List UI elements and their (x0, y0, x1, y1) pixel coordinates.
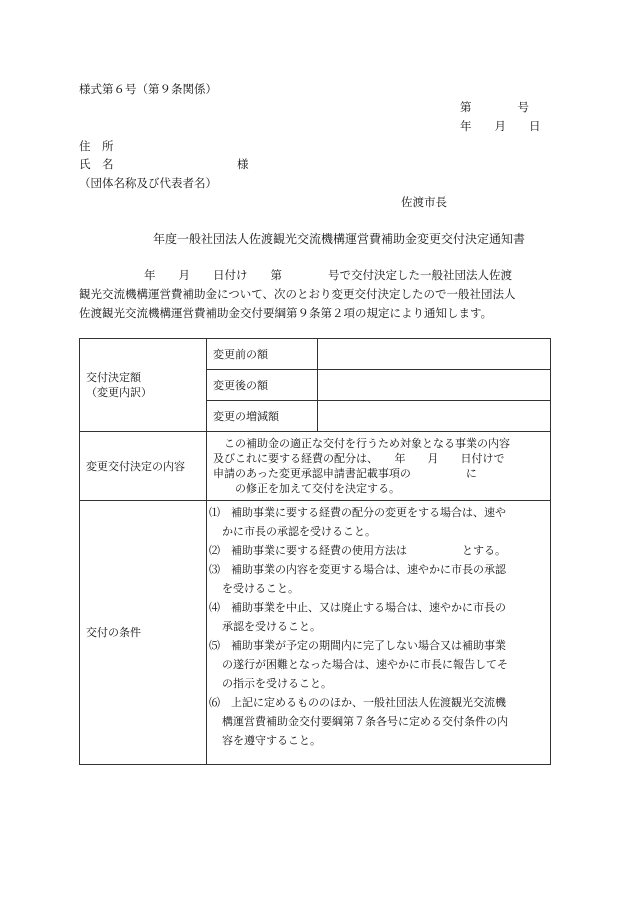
after-amount-label: 変更後の額 (207, 370, 318, 401)
content-line: この補助金の適正な交付を行うため対象となる事業の内容 (213, 437, 510, 450)
condition-continuation: 容を遵守すること。 (222, 734, 321, 747)
diff-amount-label: 変更の増減額 (207, 401, 318, 432)
conditions-label: 交付の条件 (80, 501, 207, 765)
decision-table (79, 338, 551, 765)
org-note: （団体名称及び代表者名） (79, 176, 217, 190)
name-label: 氏 名 (79, 157, 114, 171)
condition-continuation: 承認を受けること。 (222, 620, 321, 633)
notice-body (79, 266, 551, 323)
content-line: 及びこれに要する経費の配分は、 年 月 日付けで (213, 452, 505, 465)
before-amount-label: 変更前の額 (207, 339, 318, 370)
condition-continuation: 構運営費補助金交付要綱第７条各号に定める交付条件の内 (222, 715, 508, 728)
conditions-list (207, 501, 551, 765)
content-line: の修正を加えて交付を決定する。 (213, 482, 400, 495)
table-row (80, 501, 551, 765)
amount-label: 交付決定額 (86, 371, 141, 384)
body-line: 年 月 日付け 第 号で交付決定した一般社団法人佐渡 (144, 268, 512, 282)
condition-item: ⑷ 補助事業を中止、又は廃止する場合は、速やかに市長の (209, 601, 506, 614)
condition-item: ⑸ 補助事業が予定の期間内に完了しない場合又は補助事業 (209, 639, 506, 652)
after-amount-value (318, 370, 551, 401)
document-title: 年度一般社団法人佐渡観光交流機構運営費補助金変更交付決定通知書 (153, 232, 526, 246)
content-text (207, 432, 551, 501)
condition-continuation: の遂行が困難となった場合は、速やかに市長に報告してそ (222, 658, 508, 671)
condition-continuation: かに市長の承認を受けること。 (222, 525, 376, 538)
body-line: 観光交流機構運営費補助金について、次のとおり変更交付決定したので一般社団法人 (79, 287, 516, 301)
condition-item: ⑹ 上記に定めるもののほか、一般社団法人佐渡観光交流機 (209, 696, 506, 709)
table-row (80, 339, 551, 370)
condition-item: ⑶ 補助事業の内容を変更する場合は、速やかに市長の承認 (209, 563, 506, 576)
condition-item: ⑴ 補助事業に要する経費の配分の変更をする場合は、速や (209, 506, 506, 519)
diff-amount-value (318, 401, 551, 432)
document-number: 第 号 (460, 100, 529, 114)
honorific: 様 (237, 157, 249, 171)
address-label: 住 所 (79, 139, 114, 153)
before-amount-value (318, 339, 551, 370)
content-line: 申請のあった変更承認申請書記載事項の に (213, 467, 477, 480)
condition-item: ⑵ 補助事業に要する経費の使用方法は とする。 (209, 544, 506, 557)
condition-continuation: を受けること。 (222, 582, 299, 595)
issuer: 佐渡市長 (401, 195, 447, 209)
amount-sublabel: （変更内訳） (86, 386, 152, 399)
document-date: 年 月 日 (460, 119, 541, 133)
body-line: 佐渡観光交流機構運営費補助金交付要綱第９条第２項の規定により通知します。 (79, 306, 493, 320)
content-label: 変更交付決定の内容 (80, 432, 207, 501)
amount-label-cell (80, 339, 207, 432)
table-row (80, 432, 551, 501)
form-label: 様式第６号（第９条関係） (79, 82, 217, 96)
condition-continuation: の指示を受けること。 (222, 677, 332, 690)
